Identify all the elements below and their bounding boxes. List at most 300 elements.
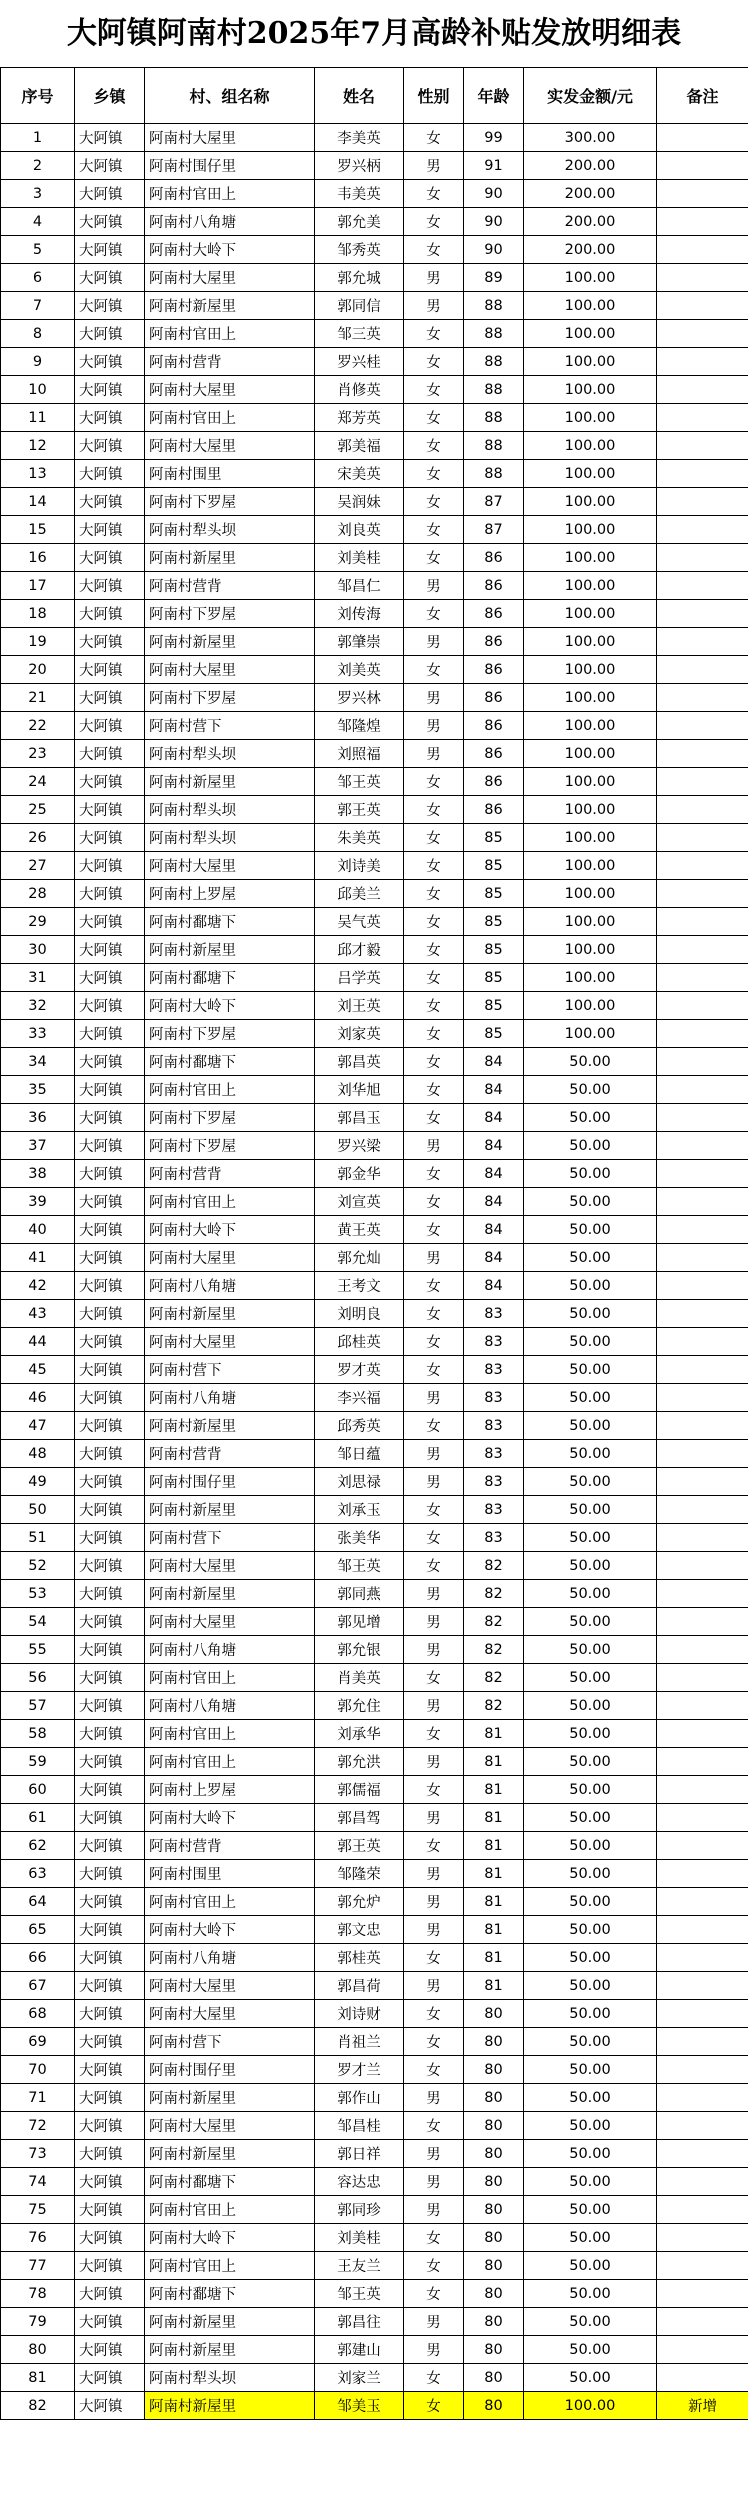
cell-index: 6 (1, 264, 75, 292)
cell-age: 88 (464, 404, 524, 432)
table-row (1, 768, 748, 796)
cell-name: 罗兴桂 (315, 348, 404, 376)
cell-town: 大阿镇 (75, 600, 145, 628)
cell-village-group: 阿南村大岭下 (145, 2224, 315, 2252)
cell-town: 大阿镇 (75, 1608, 145, 1636)
cell-note (657, 1804, 748, 1832)
cell-village-group: 阿南村大屋里 (145, 1328, 315, 1356)
cell-amount: 50.00 (524, 1692, 657, 1720)
cell-town: 大阿镇 (75, 320, 145, 348)
cell-index: 36 (1, 1104, 75, 1132)
cell-note (657, 2028, 748, 2056)
table-row (1, 2056, 748, 2084)
cell-index: 14 (1, 488, 75, 516)
table-row (1, 1496, 748, 1524)
cell-village-group: 阿南村上罗屋 (145, 1776, 315, 1804)
cell-village-group: 阿南村营下 (145, 1356, 315, 1384)
cell-note (657, 2112, 748, 2140)
table-row (1, 1300, 748, 1328)
cell-town: 大阿镇 (75, 2196, 145, 2224)
cell-town: 大阿镇 (75, 2308, 145, 2336)
cell-name: 刘传海 (315, 600, 404, 628)
cell-village-group: 阿南村鄱塘下 (145, 2280, 315, 2308)
cell-amount: 50.00 (524, 1216, 657, 1244)
cell-name: 刘宣英 (315, 1188, 404, 1216)
cell-note (657, 880, 748, 908)
cell-age: 81 (464, 1748, 524, 1776)
cell-age: 86 (464, 572, 524, 600)
cell-village-group: 阿南村营背 (145, 1160, 315, 1188)
table-row (1, 152, 748, 180)
cell-note (657, 2364, 748, 2392)
cell-name: 邱美兰 (315, 880, 404, 908)
cell-age: 81 (464, 1888, 524, 1916)
cell-index: 10 (1, 376, 75, 404)
cell-note (657, 292, 748, 320)
cell-note (657, 544, 748, 572)
cell-village-group: 阿南村新屋里 (145, 1300, 315, 1328)
cell-note (657, 1300, 748, 1328)
cell-amount: 100.00 (524, 404, 657, 432)
cell-amount: 50.00 (524, 1580, 657, 1608)
cell-name: 郭儒福 (315, 1776, 404, 1804)
cell-town: 大阿镇 (75, 236, 145, 264)
cell-town: 大阿镇 (75, 768, 145, 796)
cell-name: 吴润妹 (315, 488, 404, 516)
table-row (1, 1020, 748, 1048)
cell-age: 83 (464, 1356, 524, 1384)
cell-town: 大阿镇 (75, 1356, 145, 1384)
cell-note (657, 1916, 748, 1944)
cell-note (657, 964, 748, 992)
cell-town: 大阿镇 (75, 1944, 145, 1972)
cell-amount: 50.00 (524, 1188, 657, 1216)
cell-age: 90 (464, 236, 524, 264)
cell-age: 87 (464, 488, 524, 516)
cell-village-group: 阿南村新屋里 (145, 1580, 315, 1608)
cell-age: 84 (464, 1244, 524, 1272)
cell-index: 40 (1, 1216, 75, 1244)
cell-amount: 100.00 (524, 600, 657, 628)
cell-index: 26 (1, 824, 75, 852)
cell-note (657, 1524, 748, 1552)
cell-note (657, 1132, 748, 1160)
cell-index: 23 (1, 740, 75, 768)
table-row (1, 2252, 748, 2280)
subsidy-table (0, 67, 748, 2420)
cell-gender: 男 (404, 740, 464, 768)
cell-note (657, 656, 748, 684)
cell-note (657, 768, 748, 796)
cell-age: 80 (464, 2196, 524, 2224)
table-row (1, 824, 748, 852)
cell-town: 大阿镇 (75, 2280, 145, 2308)
header-index: 序号 (1, 68, 75, 124)
cell-town: 大阿镇 (75, 2392, 145, 2420)
header-town: 乡镇 (75, 68, 145, 124)
cell-amount: 50.00 (524, 1664, 657, 1692)
cell-note (657, 376, 748, 404)
cell-town: 大阿镇 (75, 852, 145, 880)
cell-village-group: 阿南村营背 (145, 572, 315, 600)
cell-village-group: 阿南村大岭下 (145, 236, 315, 264)
cell-name: 郭同燕 (315, 1580, 404, 1608)
cell-age: 86 (464, 656, 524, 684)
cell-note (657, 852, 748, 880)
cell-amount: 50.00 (524, 1356, 657, 1384)
cell-index: 48 (1, 1440, 75, 1468)
cell-age: 81 (464, 1972, 524, 2000)
cell-index: 70 (1, 2056, 75, 2084)
cell-name: 郑芳英 (315, 404, 404, 432)
cell-age: 85 (464, 824, 524, 852)
cell-age: 80 (464, 2224, 524, 2252)
cell-index: 65 (1, 1916, 75, 1944)
cell-amount: 100.00 (524, 908, 657, 936)
cell-town: 大阿镇 (75, 1188, 145, 1216)
cell-name: 肖美英 (315, 1664, 404, 1692)
cell-town: 大阿镇 (75, 208, 145, 236)
cell-age: 81 (464, 1720, 524, 1748)
table-row (1, 264, 748, 292)
cell-village-group: 阿南村鄱塘下 (145, 964, 315, 992)
cell-town: 大阿镇 (75, 2252, 145, 2280)
cell-note (657, 152, 748, 180)
cell-index: 77 (1, 2252, 75, 2280)
cell-gender: 女 (404, 1496, 464, 1524)
cell-age: 85 (464, 964, 524, 992)
cell-town: 大阿镇 (75, 1692, 145, 1720)
cell-amount: 100.00 (524, 264, 657, 292)
table-row (1, 2308, 748, 2336)
table-row (1, 404, 748, 432)
cell-amount: 50.00 (524, 2168, 657, 2196)
cell-amount: 100.00 (524, 432, 657, 460)
cell-gender: 男 (404, 2196, 464, 2224)
cell-age: 83 (464, 1300, 524, 1328)
cell-amount: 100.00 (524, 572, 657, 600)
cell-note (657, 320, 748, 348)
cell-amount: 100.00 (524, 852, 657, 880)
table-row (1, 936, 748, 964)
cell-note (657, 1552, 748, 1580)
table-row (1, 1132, 748, 1160)
cell-gender: 女 (404, 964, 464, 992)
table-row (1, 1608, 748, 1636)
cell-note (657, 684, 748, 712)
cell-index: 21 (1, 684, 75, 712)
cell-amount: 100.00 (524, 880, 657, 908)
cell-amount: 50.00 (524, 2196, 657, 2224)
cell-age: 80 (464, 2392, 524, 2420)
cell-index: 32 (1, 992, 75, 1020)
cell-note (657, 2336, 748, 2364)
cell-village-group: 阿南村新屋里 (145, 2308, 315, 2336)
cell-town: 大阿镇 (75, 992, 145, 1020)
cell-amount: 100.00 (524, 964, 657, 992)
cell-note (657, 2168, 748, 2196)
cell-town: 大阿镇 (75, 684, 145, 712)
cell-index: 59 (1, 1748, 75, 1776)
table-row (1, 1636, 748, 1664)
table-row (1, 1104, 748, 1132)
cell-age: 83 (464, 1496, 524, 1524)
cell-gender: 女 (404, 600, 464, 628)
cell-village-group: 阿南村大屋里 (145, 1244, 315, 1272)
cell-name: 郭昌往 (315, 2308, 404, 2336)
cell-village-group: 阿南村营下 (145, 2028, 315, 2056)
cell-age: 88 (464, 292, 524, 320)
cell-town: 大阿镇 (75, 1076, 145, 1104)
table-row (1, 1076, 748, 1104)
cell-index: 46 (1, 1384, 75, 1412)
table-row (1, 880, 748, 908)
cell-town: 大阿镇 (75, 2084, 145, 2112)
cell-name: 郭昌驾 (315, 1804, 404, 1832)
cell-gender: 女 (404, 2112, 464, 2140)
cell-name: 郭王英 (315, 796, 404, 824)
cell-village-group: 阿南村大屋里 (145, 432, 315, 460)
cell-name: 刘思禄 (315, 1468, 404, 1496)
cell-amount: 100.00 (524, 292, 657, 320)
table-row (1, 1216, 748, 1244)
cell-name: 刘良英 (315, 516, 404, 544)
table-row (1, 1664, 748, 1692)
cell-index: 81 (1, 2364, 75, 2392)
cell-town: 大阿镇 (75, 1384, 145, 1412)
cell-village-group: 阿南村上罗屋 (145, 880, 315, 908)
cell-gender: 女 (404, 992, 464, 1020)
cell-amount: 50.00 (524, 1888, 657, 1916)
cell-town: 大阿镇 (75, 1720, 145, 1748)
cell-village-group: 阿南村大岭下 (145, 992, 315, 1020)
cell-amount: 100.00 (524, 516, 657, 544)
cell-town: 大阿镇 (75, 572, 145, 600)
table-row (1, 2000, 748, 2028)
cell-amount: 50.00 (524, 2336, 657, 2364)
cell-age: 83 (464, 1412, 524, 1440)
cell-note (657, 1972, 748, 2000)
cell-note (657, 2056, 748, 2084)
header-note: 备注 (657, 68, 748, 124)
cell-amount: 200.00 (524, 152, 657, 180)
cell-town: 大阿镇 (75, 1916, 145, 1944)
cell-index: 76 (1, 2224, 75, 2252)
table-row (1, 656, 748, 684)
cell-village-group: 阿南村新屋里 (145, 1412, 315, 1440)
cell-town: 大阿镇 (75, 2168, 145, 2196)
cell-town: 大阿镇 (75, 1468, 145, 1496)
table-row (1, 2392, 748, 2420)
cell-village-group: 阿南村官田上 (145, 404, 315, 432)
cell-note (657, 1048, 748, 1076)
cell-gender: 男 (404, 292, 464, 320)
cell-age: 81 (464, 1832, 524, 1860)
table-row (1, 628, 748, 656)
cell-gender: 女 (404, 2392, 464, 2420)
cell-gender: 女 (404, 1776, 464, 1804)
cell-age: 81 (464, 1860, 524, 1888)
cell-index: 38 (1, 1160, 75, 1188)
cell-age: 84 (464, 1076, 524, 1104)
table-row (1, 1552, 748, 1580)
cell-gender: 女 (404, 460, 464, 488)
cell-town: 大阿镇 (75, 1272, 145, 1300)
cell-village-group: 阿南村大屋里 (145, 1552, 315, 1580)
cell-name: 郭金华 (315, 1160, 404, 1188)
cell-index: 61 (1, 1804, 75, 1832)
table-row (1, 2028, 748, 2056)
cell-age: 86 (464, 600, 524, 628)
cell-gender: 女 (404, 124, 464, 152)
cell-village-group: 阿南村官田上 (145, 1664, 315, 1692)
cell-amount: 50.00 (524, 1776, 657, 1804)
cell-gender: 女 (404, 1720, 464, 1748)
cell-age: 83 (464, 1524, 524, 1552)
cell-note (657, 1580, 748, 1608)
cell-name: 郭桂英 (315, 1944, 404, 1972)
cell-index: 41 (1, 1244, 75, 1272)
cell-age: 88 (464, 348, 524, 376)
cell-gender: 女 (404, 880, 464, 908)
cell-amount: 50.00 (524, 2280, 657, 2308)
cell-index: 4 (1, 208, 75, 236)
cell-gender: 男 (404, 2168, 464, 2196)
header-age: 年龄 (464, 68, 524, 124)
cell-town: 大阿镇 (75, 376, 145, 404)
cell-village-group: 阿南村下罗屋 (145, 1132, 315, 1160)
cell-age: 88 (464, 460, 524, 488)
cell-note (657, 1664, 748, 1692)
cell-name: 郭美福 (315, 432, 404, 460)
cell-age: 84 (464, 1160, 524, 1188)
cell-age: 80 (464, 2280, 524, 2308)
table-row (1, 1776, 748, 1804)
cell-age: 86 (464, 628, 524, 656)
table-row (1, 2112, 748, 2140)
cell-name: 朱美英 (315, 824, 404, 852)
cell-amount: 50.00 (524, 1608, 657, 1636)
table-row (1, 1804, 748, 1832)
cell-index: 15 (1, 516, 75, 544)
cell-village-group: 阿南村营下 (145, 712, 315, 740)
cell-age: 82 (464, 1608, 524, 1636)
cell-index: 12 (1, 432, 75, 460)
cell-note (657, 1748, 748, 1776)
cell-index: 71 (1, 2084, 75, 2112)
cell-village-group: 阿南村官田上 (145, 1748, 315, 1776)
cell-amount: 50.00 (524, 1160, 657, 1188)
cell-town: 大阿镇 (75, 1160, 145, 1188)
cell-amount: 100.00 (524, 824, 657, 852)
cell-gender: 女 (404, 1524, 464, 1552)
cell-note (657, 1188, 748, 1216)
cell-gender: 女 (404, 208, 464, 236)
cell-note (657, 432, 748, 460)
cell-note (657, 1216, 748, 1244)
cell-note (657, 2224, 748, 2252)
cell-gender: 女 (404, 180, 464, 208)
cell-name: 郭建山 (315, 2336, 404, 2364)
cell-index: 73 (1, 2140, 75, 2168)
table-row (1, 1580, 748, 1608)
table-row (1, 2140, 748, 2168)
table-row (1, 796, 748, 824)
cell-village-group: 阿南村官田上 (145, 2252, 315, 2280)
cell-amount: 50.00 (524, 2252, 657, 2280)
cell-town: 大阿镇 (75, 460, 145, 488)
table-row (1, 1944, 748, 1972)
cell-index: 51 (1, 1524, 75, 1552)
cell-amount: 100.00 (524, 684, 657, 712)
cell-age: 81 (464, 1804, 524, 1832)
cell-name: 吴气英 (315, 908, 404, 936)
cell-village-group: 阿南村犁头坝 (145, 824, 315, 852)
cell-age: 99 (464, 124, 524, 152)
cell-amount: 50.00 (524, 1524, 657, 1552)
cell-village-group: 阿南村鄱塘下 (145, 1048, 315, 1076)
cell-amount: 100.00 (524, 656, 657, 684)
cell-age: 83 (464, 1328, 524, 1356)
cell-index: 69 (1, 2028, 75, 2056)
cell-index: 55 (1, 1636, 75, 1664)
table-row (1, 572, 748, 600)
cell-gender: 女 (404, 2028, 464, 2056)
cell-town: 大阿镇 (75, 544, 145, 572)
cell-gender: 女 (404, 1160, 464, 1188)
cell-town: 大阿镇 (75, 1132, 145, 1160)
cell-amount: 100.00 (524, 320, 657, 348)
table-row (1, 432, 748, 460)
cell-village-group: 阿南村下罗屋 (145, 684, 315, 712)
cell-index: 74 (1, 2168, 75, 2196)
cell-name: 李兴福 (315, 1384, 404, 1412)
cell-age: 85 (464, 992, 524, 1020)
table-row (1, 908, 748, 936)
cell-town: 大阿镇 (75, 1748, 145, 1776)
header-gender: 性别 (404, 68, 464, 124)
cell-note (657, 180, 748, 208)
table-row (1, 180, 748, 208)
cell-age: 86 (464, 740, 524, 768)
cell-note (657, 1888, 748, 1916)
cell-index: 64 (1, 1888, 75, 1916)
cell-town: 大阿镇 (75, 1440, 145, 1468)
cell-amount: 100.00 (524, 796, 657, 824)
cell-age: 84 (464, 1048, 524, 1076)
cell-name: 罗兴柄 (315, 152, 404, 180)
cell-index: 29 (1, 908, 75, 936)
cell-town: 大阿镇 (75, 2056, 145, 2084)
cell-amount: 50.00 (524, 1496, 657, 1524)
cell-age: 80 (464, 2112, 524, 2140)
table-row (1, 1720, 748, 1748)
cell-name: 邹日蕴 (315, 1440, 404, 1468)
cell-gender: 女 (404, 1216, 464, 1244)
cell-town: 大阿镇 (75, 432, 145, 460)
cell-index: 2 (1, 152, 75, 180)
cell-amount: 300.00 (524, 124, 657, 152)
cell-town: 大阿镇 (75, 824, 145, 852)
cell-index: 19 (1, 628, 75, 656)
cell-age: 80 (464, 2140, 524, 2168)
cell-town: 大阿镇 (75, 1300, 145, 1328)
cell-town: 大阿镇 (75, 796, 145, 824)
cell-name: 刘诗美 (315, 852, 404, 880)
cell-town: 大阿镇 (75, 1972, 145, 2000)
table-row (1, 1888, 748, 1916)
cell-age: 84 (464, 1216, 524, 1244)
